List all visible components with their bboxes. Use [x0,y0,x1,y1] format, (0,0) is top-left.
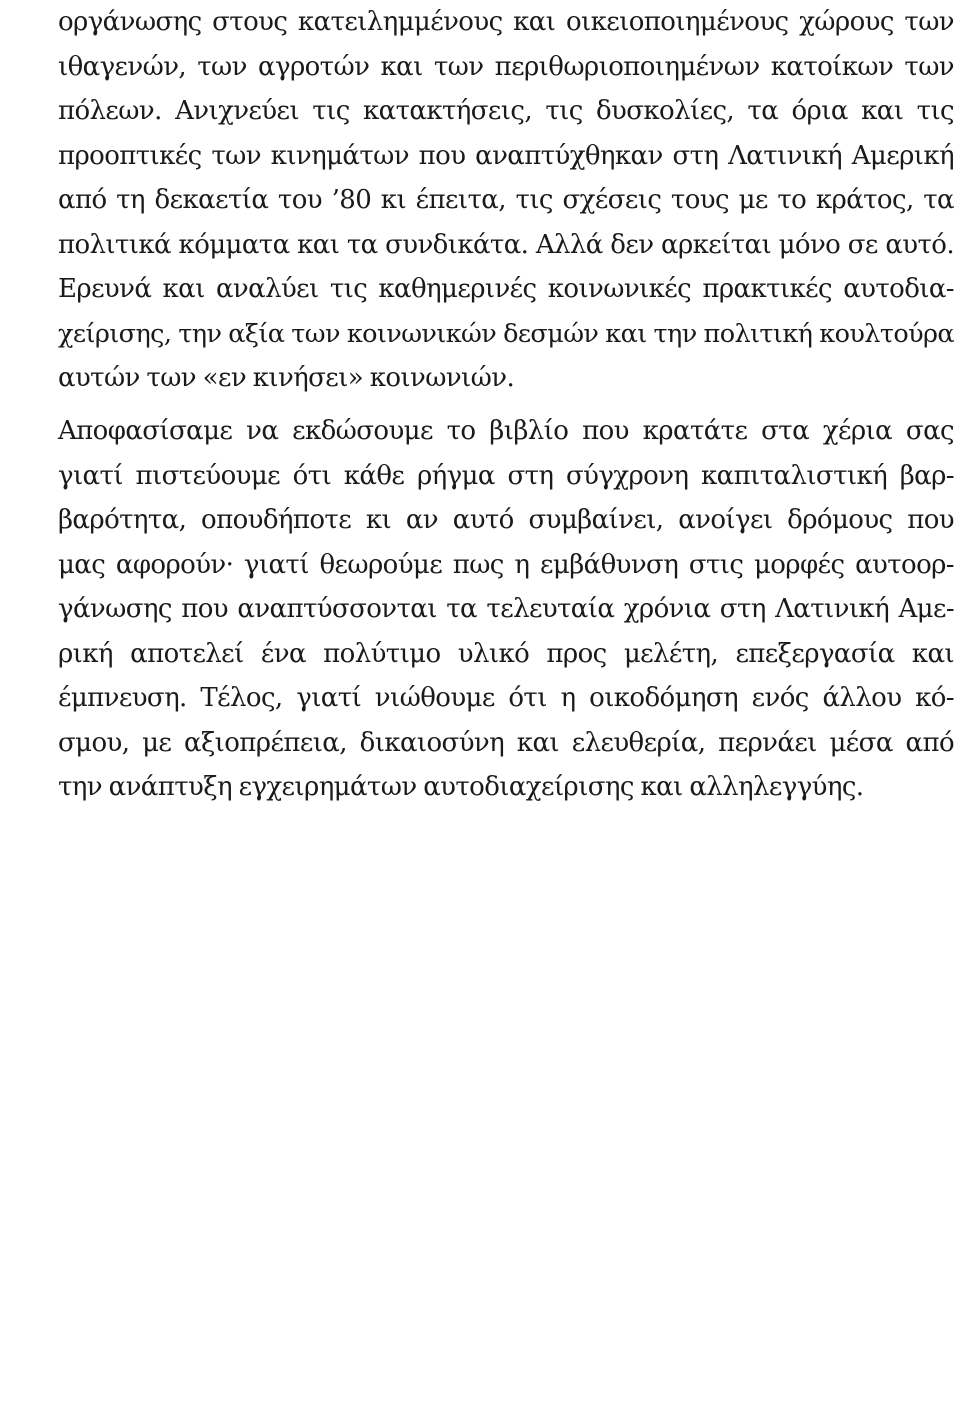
text-line: γιατί πιστεύουμε ότι κάθε ρήγμα στη σύγχρονη καπιταλιστική βαρ- [58,460,954,491]
text-line: πόλεων. Ανιχνεύει τις κατακτήσεις, τις δυσκολίες, τα όρια και τις [58,96,954,126]
paragraph-2 [58,409,954,810]
paragraph-1 [58,0,954,401]
text-line: βαρότητα, οπουδήποτε κι αν αυτό συμβαίνει, ανοίγει δρόμους που [58,505,954,535]
text-line: αυτών των «εν κινήσει» κοινωνιών. [58,363,515,393]
text-line: έμπνευση. Τέλος, γιατί νιώθουμε ότι η οικοδόμηση ενός άλλου κό- [58,683,954,713]
text-line: σμου, με αξιοπρέπεια, δικαιοσύνη και ελευθερία, περνάει μέσα από [58,727,954,758]
text-line: Ερευνά και αναλύει τις καθημερινές κοινωνικές πρακτικές αυτοδια- [58,274,954,304]
text-line: Αποφασίσαμε να εκδώσουμε το βιβλίο που κρατάτε στα χέρια σας [58,416,954,446]
text-line: χείρισης, την αξία των κοινωνικών δεσμών και την πολιτική κουλτούρα [58,318,954,349]
text-line: ιθαγενών, των αγροτών και των περιθωριοποιημένων κατοίκων των [58,51,954,82]
text-line: οργάνωσης στους κατειλημμένους και οικειοποιημένους χώρους των [58,7,954,37]
text-line: πολιτικά κόμματα και τα συνδικάτα. Αλλά δεν αρκείται μόνο σε αυτό. [58,229,954,260]
text-line: μας αφορούν· γιατί θεωρούμε πως η εμβάθυνση στις μορφές αυτοορ- [58,549,954,580]
text-line: ρική αποτελεί ένα πολύτιμο υλικό προς μελέτη, επεξεργασία και [58,638,954,669]
text-line: γάνωσης που αναπτύσσονται τα τελευταία χρόνια στη Λατινική Αμε- [58,594,954,624]
text-line: προοπτικές των κινημάτων που αναπτύχθηκαν στη Λατινική Αμερική [58,140,954,171]
text-line: την ανάπτυξη εγχειρημάτων αυτοδιαχείρισης και αλληλεγγύης. [58,772,864,802]
text-line: από τη δεκαετία του ’80 κι έπειτα, τις σχέσεις τους με το κράτος, τα [58,185,954,215]
